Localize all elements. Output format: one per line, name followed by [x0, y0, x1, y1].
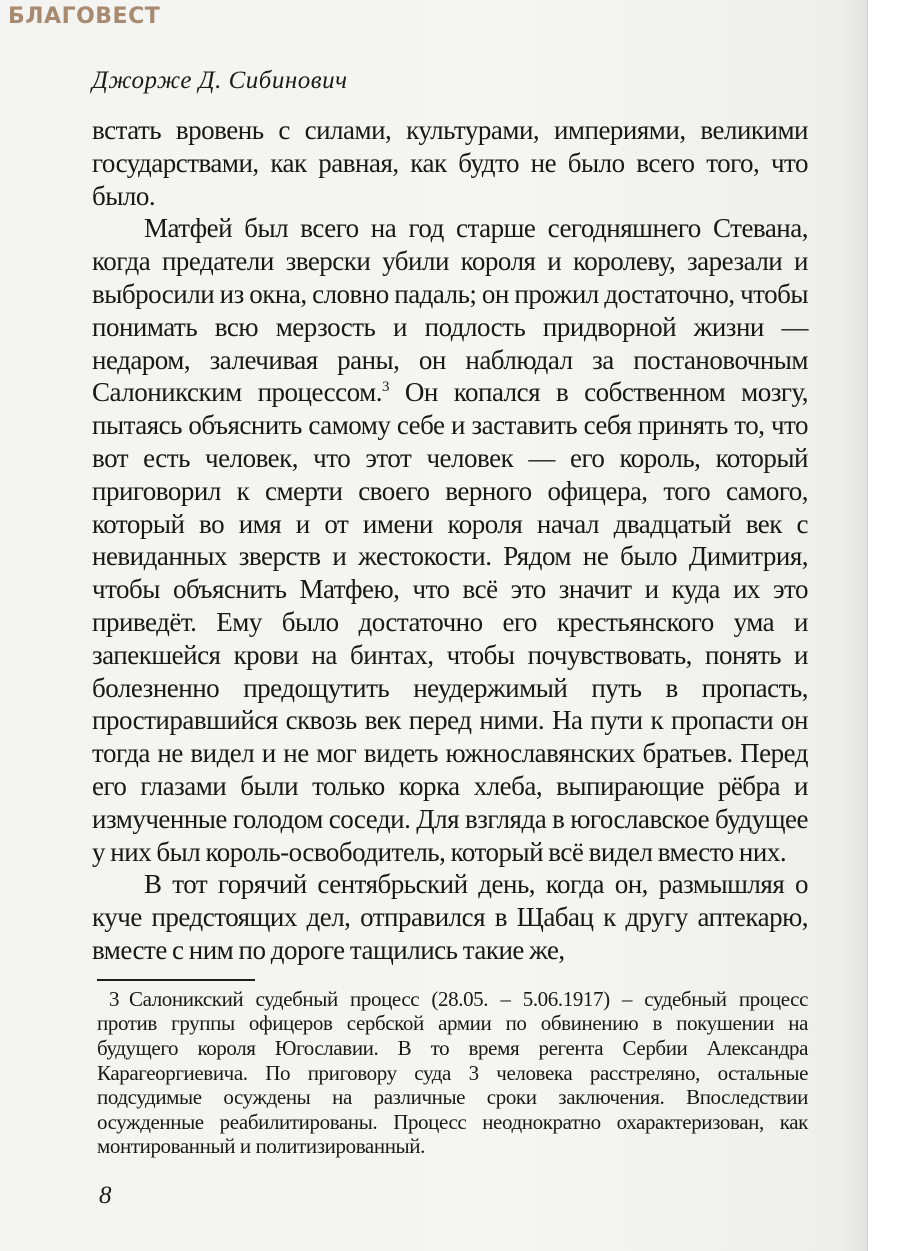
footnote	[97, 987, 808, 1159]
page-number: 8	[99, 1181, 112, 1209]
paragraph: В тот горячий сентябрьский день, когда он, размышляя о куче предстоящих дел, отправился в Щабац к другу аптекарю, вместе с ним по дороге тащились такие же,	[92, 869, 808, 965]
paragraph-text: Он копался в собственном мозгу, пытаясь объяснить самому себе и заставить себя принять то, что вот есть человек, что этот человек — его король, который приговорил к смерти своего верного офицера, того самого, который во имя и от имени короля начал двадцатый век с невиданных зверств и жестокости. Рядом не было Димитрия, чтобы объяснить Матфею, что всё это значит и куда их это приведёт. Ему было достаточно его крестьянского ума и запекшейся крови на бинтах, чтобы почувствовать, понять и болезненно предощутить неудержимый путь в пропасть, простиравшийся сквозь век перед ними. На пути к пропасти он тогда не видел и не мог видеть южнославянских братьев. Перед его глазами были только корка хлеба, выпирающие рёбра и измученные голодом соседи. Для взгляда в югославское будущее у них был король-освободитель, который всё видел вместо них.	[92, 377, 808, 867]
paragraph-continued: встать вровень с силами, культурами, империями, великими государствами, как равная, как будто не было всего того, что было.	[92, 115, 808, 211]
paragraph-text: Матфей был всего на год старше сегодняшнего Стевана, когда предатели зверски убили короля и королеву, зарезали и выбросили из окна, словно падаль; он прожил достаточно, чтобы понимать всю мерзость и подлость придворной жизни — недаром, залечивая раны, он наблюдал за постановочным Салоникским процессом.	[92, 213, 808, 408]
footnote-number: 3	[109, 986, 120, 1011]
paragraph	[92, 212, 808, 868]
footnote-reference[interactable]: 3	[381, 379, 389, 396]
watermark-logo: БЛАГОВЕСТ	[8, 4, 161, 29]
footnote-divider	[97, 979, 255, 981]
footnote-area	[92, 979, 808, 1159]
footnote-text: Салоникский судебный процесс (28.05. – 5.06.1917) – судебный процесс против группы офицеров сербской армии по обвинению в покушении на будущего короля Югославии. В то время регента Сербии Александра Карагеоргиевича. По приговору суда 3 человека расстреляно, остальные подсудимые осуждены на различные сроки заключения. Впоследствии осужденные реабилитированы. Процесс неоднократно охарактеризован, как монтированный и политизированный.	[97, 986, 808, 1159]
body-text	[92, 114, 808, 967]
running-head-author: Джорже Д. Сибинович	[92, 67, 348, 94]
